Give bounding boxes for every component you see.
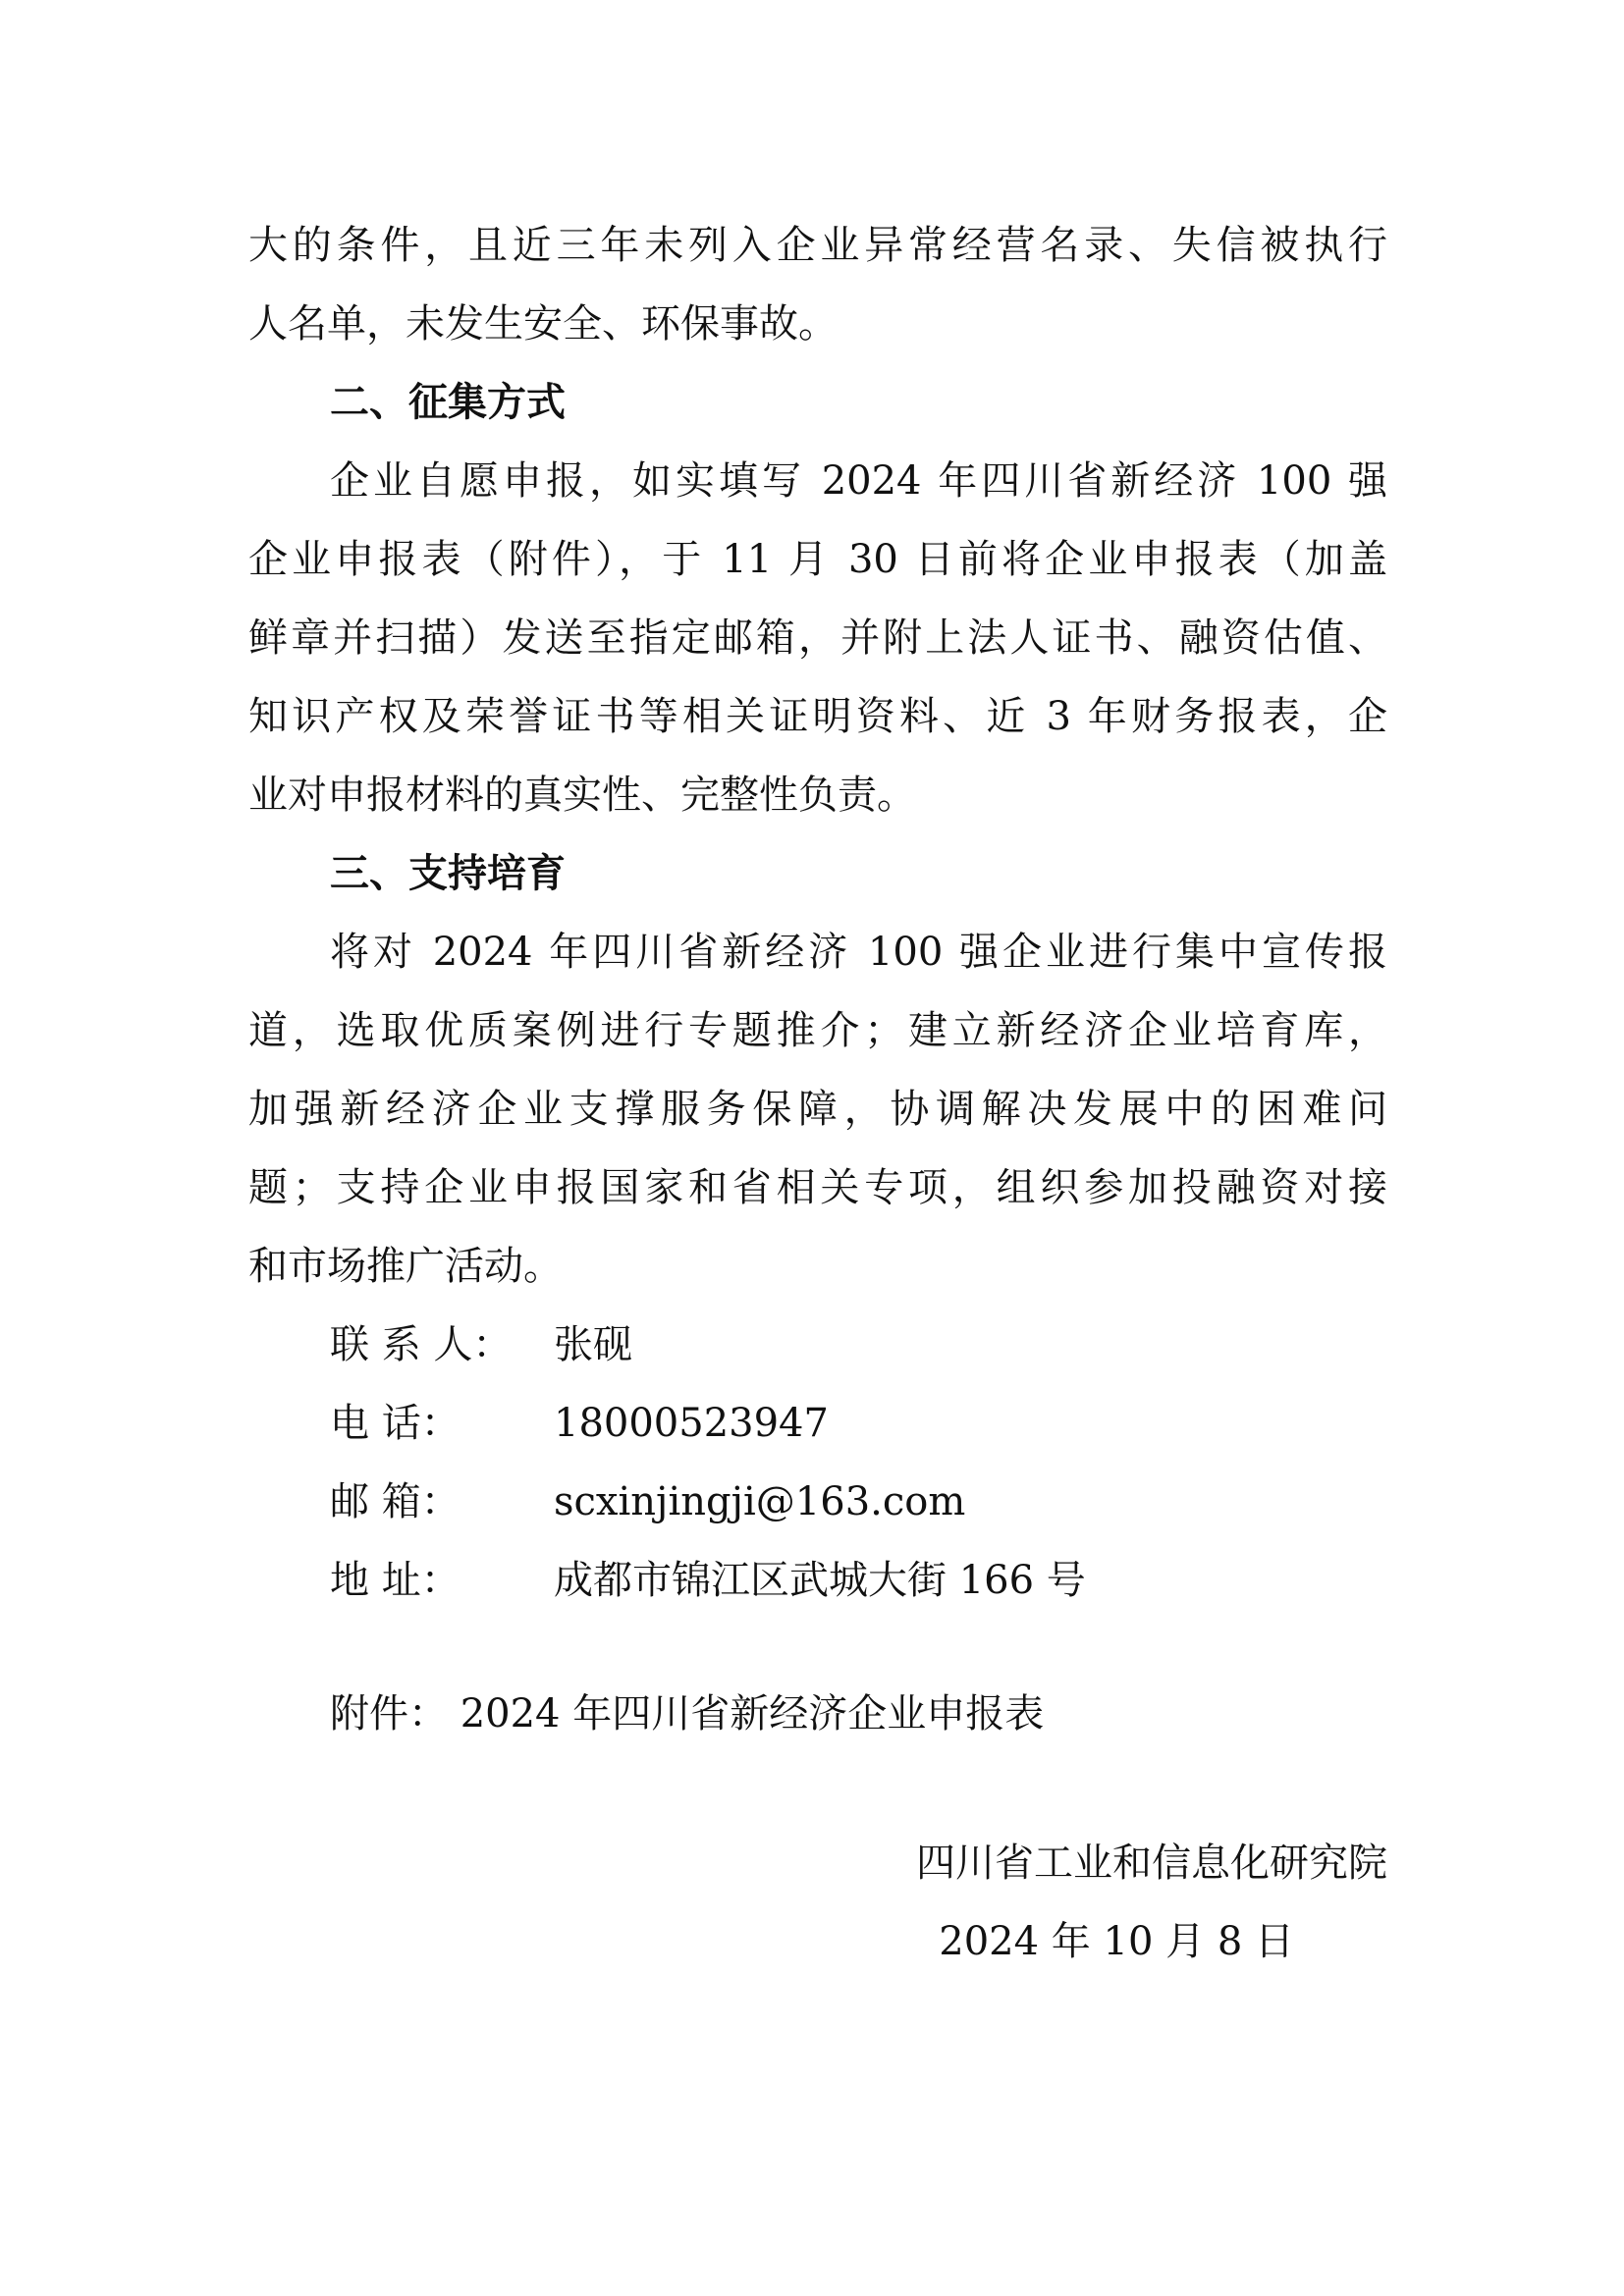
paragraph-line: 业对申报材料的真实性、完整性负责。 xyxy=(248,773,916,818)
paragraph-line: 将对 2024 年四川省新经济 100 强企业进行集中宣传报 xyxy=(330,930,1387,975)
paragraph-line: 大的条件，且近三年未列入企业异常经营名录、失信被执行 xyxy=(248,223,1387,268)
contact-value: 18000523947 xyxy=(554,1401,829,1446)
signing-date: 2024 年 10 月 8 日 xyxy=(939,1919,1294,1964)
paragraph-line: 企业申报表（附件），于 11 月 30 日前将企业申报表（加盖 xyxy=(248,537,1387,582)
attachment-note: 附件： 2024 年四川省新经济企业申报表 xyxy=(330,1691,1045,1736)
paragraph-line: 人名单，未发生安全、环保事故。 xyxy=(248,301,838,347)
contact-label: 电 话： xyxy=(330,1401,460,1446)
paragraph-line: 题；支持企业申报国家和省相关专项，组织参加投融资对接 xyxy=(248,1165,1387,1210)
section-heading-collection-method: 二、征集方式 xyxy=(330,380,566,425)
signing-organization: 四川省工业和信息化研究院 xyxy=(916,1841,1387,1886)
paragraph-line: 知识产权及荣誉证书等相关证明资料、近 3 年财务报表，企 xyxy=(248,694,1387,739)
paragraph-line: 企业自愿申报，如实填写 2024 年四川省新经济 100 强 xyxy=(330,458,1387,504)
paragraph-line: 鲜章并扫描）发送至指定邮箱，并附上法人证书、融资估值、 xyxy=(248,615,1387,661)
paragraph-line: 和市场推广活动。 xyxy=(248,1244,563,1289)
contact-value: scxinjingji@163.com xyxy=(554,1479,966,1524)
contact-label: 地 址： xyxy=(330,1558,460,1603)
section-heading-support: 三、支持培育 xyxy=(330,851,566,896)
paragraph-line: 加强新经济企业支撑服务保障，协调解决发展中的困难问 xyxy=(248,1087,1387,1132)
contact-value: 成都市锦江区武城大街 166 号 xyxy=(554,1558,1086,1603)
contact-label: 联 系 人： xyxy=(330,1322,513,1367)
contact-label: 邮 箱： xyxy=(330,1479,460,1524)
contact-value: 张砚 xyxy=(554,1322,632,1367)
paragraph-line: 道，选取优质案例进行专题推介；建立新经济企业培育库， xyxy=(248,1008,1387,1053)
